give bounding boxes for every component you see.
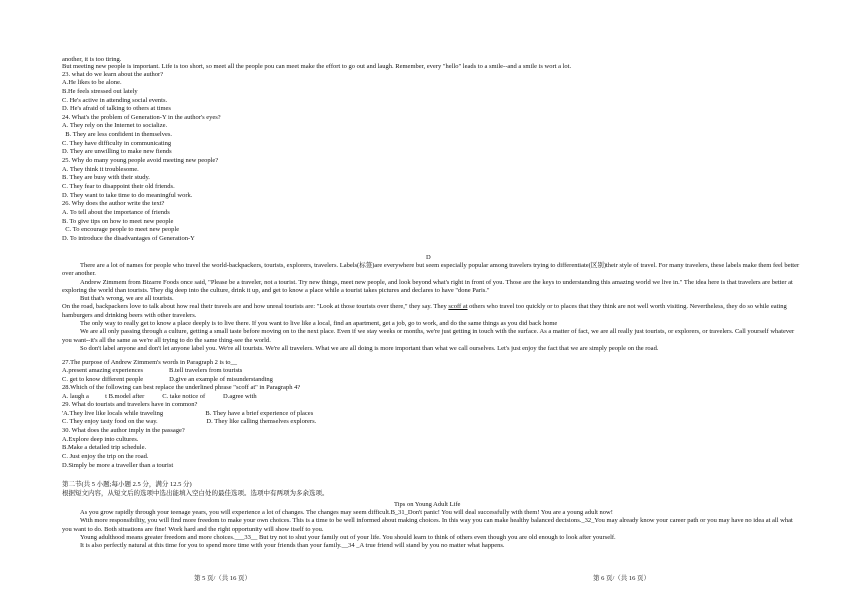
question-24: 24. What's the problem of Generation-Y in the author's eyes?: [62, 114, 221, 121]
question-28: 28.Which of the following can best replace the underlined phrase "scoff at" in Paragraph 4?: [62, 384, 301, 391]
question-29: 29. What do tourists and travelers have in common?: [62, 401, 198, 408]
passage-paragraph: It is also perfectly natural at this time for you to spend more time with your friends than your family.__34 _A true friend will stand by you no matter what happens.: [80, 542, 505, 550]
passage-d: [62, 262, 800, 353]
passage-paragraph: The only way to really get to know a place deeply is to live there. If you want to live like a local, find an apartment, get a job, go to work, and do the same things as you did back home: [80, 320, 558, 328]
option-line: 'A.They live like locals while traveling B. They have a brief experience of places: [62, 410, 314, 417]
question-30: 30. What does the author imply in the passage?: [62, 427, 185, 434]
option-line: C. He's active in attending social events.: [62, 97, 168, 104]
passage-paragraph: [62, 303, 800, 320]
passage-paragraph: There are a lot of names for people who travel the world-backpackers, tourists, explorers, travelers. Labels(标签)are everywhere but seem especially popular among travelers trying to differentiate(区别)their style of travel. For many travelers, these labels make them feel better over another.: [62, 262, 800, 278]
question-26: 26. Why does the author write the text?: [62, 200, 165, 207]
option-line: B. They are busy with their study.: [62, 174, 150, 181]
option-line: C. They enjoy tasty food on the way. D. They like calling themselves explorers.: [62, 418, 317, 425]
option-line: B.Make a detailed trip schedule.: [62, 444, 147, 451]
option-line: D. They want to take time to do meaningful work.: [62, 192, 193, 199]
passage-paragraph: So don't label anyone and don't let anyone label you. We're all tourists. We're all travelers. What we are all doing is more important than what we call ourselves. Let's just enjoy the fact that we are simply people on the road.: [80, 344, 659, 352]
option-line: B. To give tips on how to meet new people: [62, 218, 174, 225]
text-line: another, it is too tiring.: [62, 56, 122, 63]
underlined-phrase: scoff at: [448, 303, 468, 311]
option-line: A.present amazing experiences B.tell travelers from tourists: [62, 367, 243, 374]
option-line: A. They rely on the Internet to socialize.: [62, 122, 168, 129]
option-line: A. laugh a t B.model after C. take notice of D.agree with: [62, 393, 257, 400]
option-line: B.He feels stressed out lately: [62, 88, 138, 95]
option-line: D. To introduce the disadvantages of Generation-Y: [62, 235, 195, 242]
text-span: On the road, backpackers love to talk about how real their travels are and how unreal tourists are: "Look at those tourists over there," they say. They: [62, 303, 449, 311]
option-line: D. They are unwilling to make new fiends: [62, 148, 172, 155]
option-line: D.Simply be more a traveller than a tourist: [62, 462, 174, 469]
passage-title: Tips on Young Adult Life: [394, 501, 461, 508]
passage-paragraph: We are all only passing through a culture, getting a small taste before moving on to the next place. Even if we stay weeks or months, we're just getting in touch with the surface. As a matter of fact, we are all really just tourists, or explorers, or travelers. Call yourself whatever you want--it's all the same as we're all trying to do the same thing-see the world.: [62, 328, 795, 344]
question-23: 23. what do we learn about the author?: [62, 71, 164, 78]
page-number-left: 第 5 页/（共 16 页）: [194, 575, 252, 582]
passage-paragraph: Young adulthood means greater freedom and more choices.___33__ But try not to shut your family out of your life. You should learn to think of others even though you are old enough to look after yourself.: [80, 533, 616, 541]
section-2-instructions: 根据短文内容，从短文后的选项中选出能填入空白处的最佳选项。选项中有两项为多余选项。: [62, 490, 329, 497]
option-line: C. They fear to disappoint their old friends.: [62, 183, 175, 190]
option-line: A.He likes to be alone.: [62, 79, 122, 86]
option-line: A. They think it troublesome.: [62, 166, 139, 173]
text-span: others who travel too quickly or to places that they think are not well worth visiting. Nevertheless, they do so while eating hamburgers and drinking beers with other travelers.: [62, 303, 787, 319]
passage-tips: [62, 509, 800, 550]
page-number-right: 第 6 页/（共 16 页）: [593, 575, 651, 582]
passage-paragraph: With more responsibility, you will find more freedom to make your own choices. This is a time to be well informed about making choices. In this way you can make healthy balanced decisions._32_You may already know your career path or you may have no idea at all what you want to do. Both situations are fine! Work hard and the right opportunity will show itself to you.: [62, 517, 793, 533]
option-line: C. They have difficulty in communicating: [62, 140, 172, 147]
question-27: 27.The purpose of Andrew Zimmem's words in Paragraph 2 is to__: [62, 359, 238, 366]
passage-paragraph: As you grow rapidly through your teenage years, you will experience a lot of changes. The changes may seem difficult.B_31_Don't panic! You will deal successfully with them! You are a young adult now!: [80, 509, 613, 516]
section-heading-d: D: [426, 254, 431, 261]
passage-paragraph: Andrew Zimmem from Bizarre Foods once said, "Please be a traveler, not a tourist. Try new things, meet new people, and look beyond what's right in front of you. Those are the keys to understanding this amazing world we live in." The idea here is that travelers are better at exploring the world than tourists. They dig deep into the culture, drink it up, and get to know a place while a tourist takes pictures and declares to have "done Paris.": [62, 278, 793, 294]
option-line: B. They are less confident in themselves.: [62, 131, 172, 138]
section-2-header: 第二节(共 5 小题;每小题 2.5 分，满分 12.5 分): [62, 481, 192, 488]
option-line: C. Just enjoy the trip on the road.: [62, 453, 149, 460]
option-line: A.Explore deep into cultures.: [62, 436, 139, 443]
passage-paragraph: But that's wrong, we are all tourists.: [80, 295, 174, 303]
text-line: But meeting new people is important. Life is too short, so meet all the people pou can meet make the effort to go out and laugh. Remember, every "hello" leads to a smile--and a smile is wort a lot.: [62, 63, 572, 70]
option-line: C. get to know different people D.give an example of misunderstanding: [62, 376, 273, 383]
option-line: A. To tell about the importance of friends: [62, 209, 170, 216]
option-line: C. To encourage people to meet new people: [62, 226, 180, 233]
question-25: 25. Why do many young people avoid meeting new people?: [62, 157, 219, 164]
option-line: D. He's afraid of talking to others at times: [62, 105, 171, 112]
